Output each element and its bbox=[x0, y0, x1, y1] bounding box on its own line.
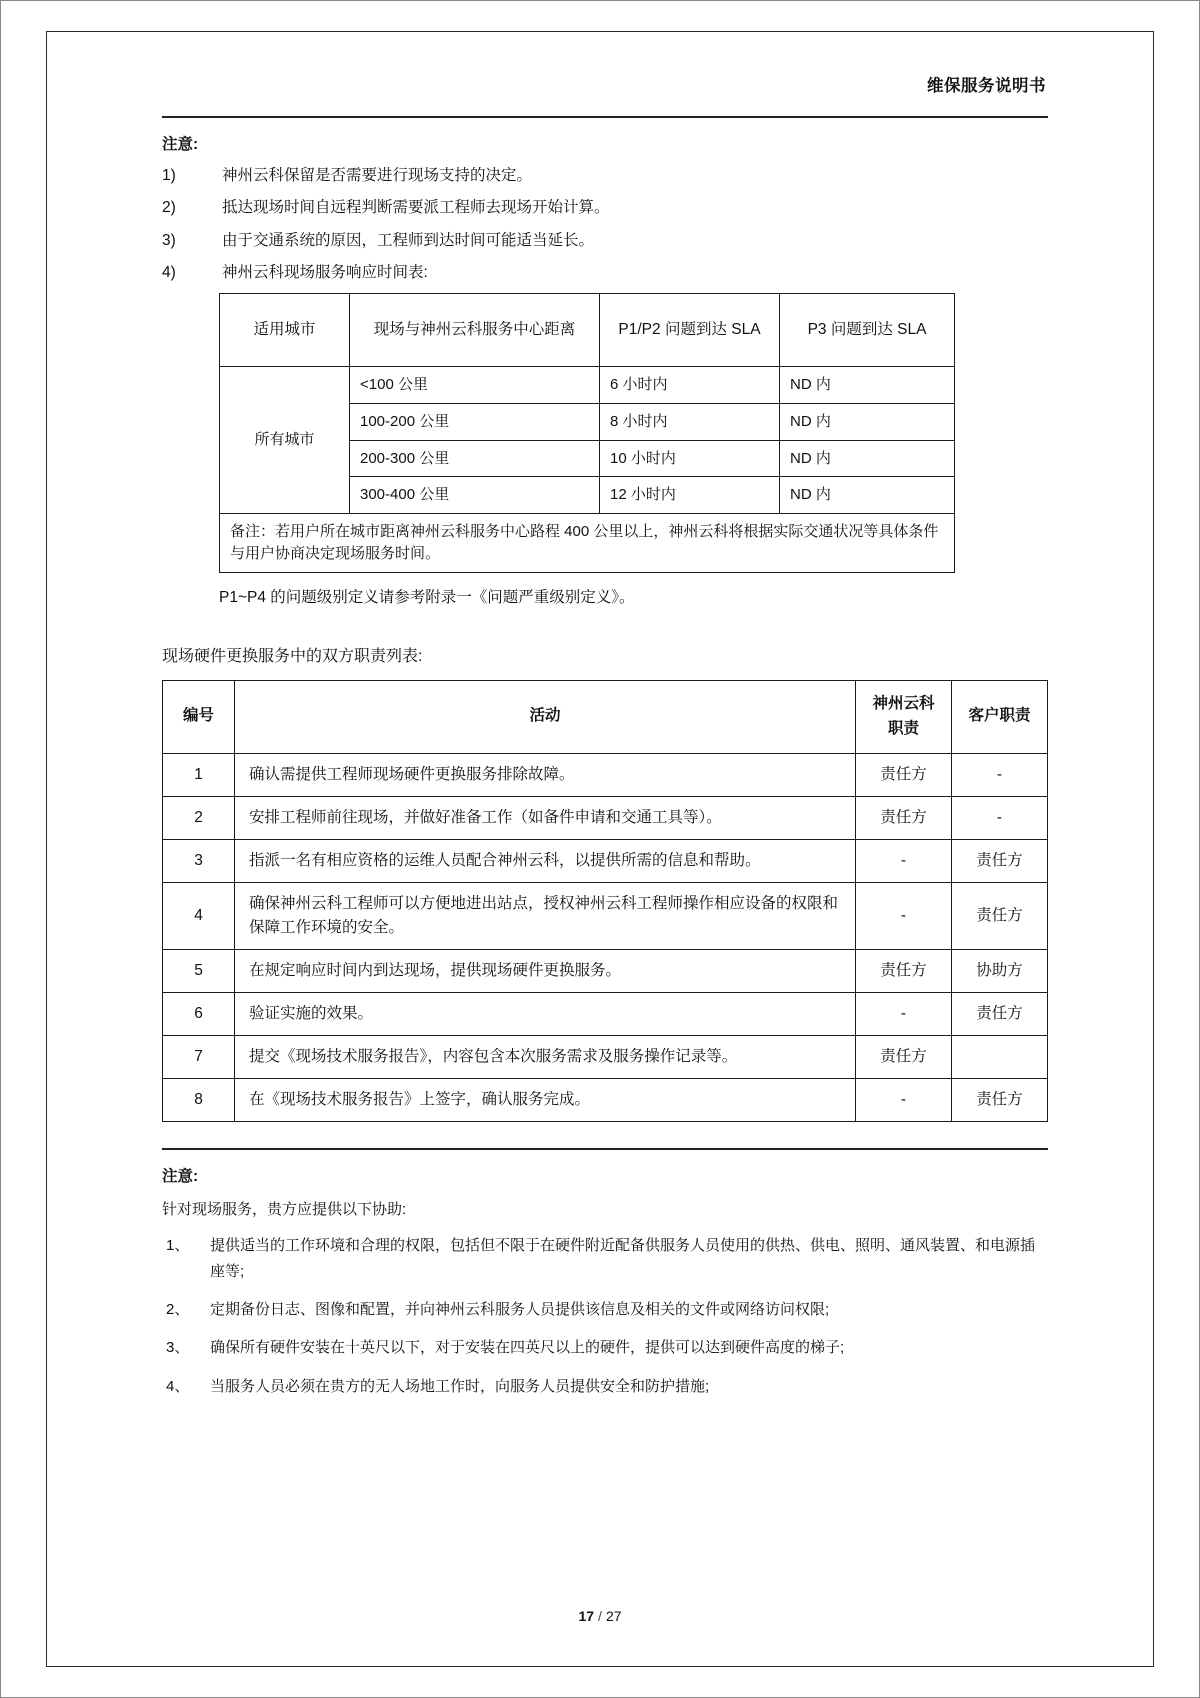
sla-cell-distance: 100-200 公里 bbox=[350, 403, 600, 440]
sla-cell-distance: 300-400 公里 bbox=[350, 477, 600, 514]
table-row bbox=[163, 796, 1048, 839]
resp-cell-activity: 确认需提供工程师现场硬件更换服务排除故障。 bbox=[235, 753, 856, 796]
section-title: 现场硬件更换服务中的双方职责列表: bbox=[162, 647, 423, 665]
resp-cell-activity: 在《现场技术服务报告》上签字，确认服务完成。 bbox=[235, 1078, 856, 1121]
resp-cell-no: 5 bbox=[163, 949, 235, 992]
list-item-text: 定期备份日志、图像和配置，并向神州云科服务人员提供该信息及相关的文件或网络访问权限; bbox=[210, 1301, 830, 1319]
table-row bbox=[163, 949, 1048, 992]
table-row-remark bbox=[220, 514, 955, 573]
sla-cell-distance: <100 公里 bbox=[350, 367, 600, 404]
resp-cell-vendor: - bbox=[856, 1078, 952, 1121]
resp-cell-activity: 在规定响应时间内到达现场，提供现场硬件更换服务。 bbox=[235, 949, 856, 992]
list-item-index: 3) bbox=[162, 231, 176, 249]
document-header-title: 维保服务说明书 bbox=[927, 77, 1046, 95]
table-header-row bbox=[220, 294, 955, 367]
page-separator: / bbox=[598, 1608, 602, 1624]
sla-cell-p3: ND 内 bbox=[780, 440, 955, 477]
resp-cell-customer: - bbox=[952, 753, 1048, 796]
resp-cell-customer bbox=[952, 1035, 1048, 1078]
list-item-index: 4) bbox=[162, 263, 176, 281]
table-row bbox=[220, 367, 955, 404]
resp-header-vendor: 神州云科职责 bbox=[856, 680, 952, 753]
resp-cell-customer: 责任方 bbox=[952, 1078, 1048, 1121]
resp-cell-no: 1 bbox=[163, 753, 235, 796]
table-header-row bbox=[163, 680, 1048, 753]
notice-list-2 bbox=[162, 1233, 1048, 1400]
resp-cell-no: 6 bbox=[163, 992, 235, 1035]
resp-cell-activity: 安排工程师前往现场，并做好准备工作（如备件申请和交通工具等）。 bbox=[235, 796, 856, 839]
responsibility-table bbox=[162, 680, 1048, 1122]
list-item-text: 提供适当的工作环境和合理的权限，包括但不限于在硬件附近配备供服务人员使用的供热、供电、照明、通风装置、和电源插座等; bbox=[210, 1236, 1036, 1280]
sla-header-city: 适用城市 bbox=[220, 294, 350, 367]
resp-cell-vendor: - bbox=[856, 839, 952, 882]
resp-cell-vendor: - bbox=[856, 992, 952, 1035]
resp-cell-activity: 提交《现场技术服务报告》，内容包含本次服务需求及服务操作记录等。 bbox=[235, 1035, 856, 1078]
list-item-text: 由于交通系统的原因，工程师到达时间可能适当延长。 bbox=[222, 231, 595, 249]
sla-cell-p3: ND 内 bbox=[780, 403, 955, 440]
resp-cell-no: 7 bbox=[163, 1035, 235, 1078]
resp-cell-activity: 指派一名有相应资格的运维人员配合神州云科，以提供所需的信息和帮助。 bbox=[235, 839, 856, 882]
notice-label-1: 注意: bbox=[162, 136, 199, 153]
total-page-number: 27 bbox=[605, 1608, 622, 1624]
list-item-index: 2) bbox=[162, 199, 176, 217]
resp-cell-customer: 责任方 bbox=[952, 839, 1048, 882]
resp-cell-vendor: 责任方 bbox=[856, 1035, 952, 1078]
page-border bbox=[46, 31, 1154, 1667]
resp-header-customer: 客户职责 bbox=[952, 680, 1048, 753]
sla-header-p3: P3 问题到达 SLA bbox=[780, 294, 955, 367]
sla-table bbox=[219, 293, 955, 573]
list-item-index: 2、 bbox=[166, 1301, 190, 1319]
resp-cell-activity: 验证实施的效果。 bbox=[235, 992, 856, 1035]
header-divider bbox=[162, 116, 1048, 118]
list-item bbox=[162, 1297, 1048, 1323]
sla-cell-p12: 8 小时内 bbox=[600, 403, 780, 440]
table-row bbox=[163, 1078, 1048, 1121]
sla-cell-p12: 12 小时内 bbox=[600, 477, 780, 514]
current-page-number: 17 bbox=[578, 1608, 595, 1624]
list-item-text: 神州云科保留是否需要进行现场支持的决定。 bbox=[222, 167, 533, 184]
notice-divider bbox=[162, 1148, 1048, 1150]
table-row bbox=[163, 839, 1048, 882]
notice-section-2 bbox=[162, 1148, 1048, 1400]
resp-cell-vendor: 责任方 bbox=[856, 753, 952, 796]
resp-cell-vendor: 责任方 bbox=[856, 796, 952, 839]
list-item bbox=[162, 196, 1048, 219]
resp-cell-no: 4 bbox=[163, 882, 235, 949]
notice-intro: 针对现场服务，贵方应提供以下协助: bbox=[162, 1200, 407, 1218]
resp-cell-activity: 确保神州云科工程师可以方便地进出站点，授权神州云科工程师操作相应设备的权限和保障工作环境的安全。 bbox=[235, 882, 856, 949]
list-item-index: 1、 bbox=[166, 1236, 190, 1254]
list-item-text: 确保所有硬件安装在十英尺以下，对于安装在四英尺以上的硬件，提供可以达到硬件高度的梯子; bbox=[210, 1339, 845, 1357]
resp-cell-vendor: - bbox=[856, 882, 952, 949]
list-item-text: 神州云科现场服务响应时间表: bbox=[222, 263, 428, 281]
list-item-text: 抵达现场时间自远程判断需要派工程师去现场开始计算。 bbox=[222, 199, 610, 217]
resp-header-activity: 活动 bbox=[235, 680, 856, 753]
list-item-index: 1) bbox=[162, 167, 176, 184]
sla-cell-p12: 10 小时内 bbox=[600, 440, 780, 477]
list-item bbox=[162, 229, 1048, 252]
sla-cell-distance: 200-300 公里 bbox=[350, 440, 600, 477]
table-row bbox=[163, 882, 1048, 949]
resp-cell-no: 8 bbox=[163, 1078, 235, 1121]
list-item bbox=[162, 261, 1048, 284]
resp-cell-customer: - bbox=[952, 796, 1048, 839]
resp-cell-customer: 责任方 bbox=[952, 992, 1048, 1035]
sla-cell-city: 所有城市 bbox=[220, 367, 350, 514]
list-item-text: 当服务人员必须在贵方的无人场地工作时，向服务人员提供安全和防护措施; bbox=[210, 1377, 710, 1395]
list-item bbox=[162, 1374, 1048, 1400]
resp-cell-vendor: 责任方 bbox=[856, 949, 952, 992]
page-content bbox=[162, 72, 1048, 1636]
list-item bbox=[162, 1335, 1048, 1361]
sla-cell-p3: ND 内 bbox=[780, 477, 955, 514]
sla-table-wrapper bbox=[219, 293, 1048, 573]
table-row bbox=[163, 992, 1048, 1035]
notice-list-1 bbox=[162, 164, 1048, 284]
page-footer bbox=[47, 1608, 1153, 1624]
sla-header-distance: 现场与神州云科服务中心距离 bbox=[350, 294, 600, 367]
list-item-index: 4、 bbox=[166, 1377, 190, 1395]
list-item bbox=[162, 1233, 1048, 1286]
list-item-index: 3、 bbox=[166, 1339, 190, 1357]
problem-level-definition: P1~P4 的问题级别定义请参考附录一《问题严重级别定义》。 bbox=[219, 588, 635, 606]
resp-cell-customer: 协助方 bbox=[952, 949, 1048, 992]
notice-label-2: 注意: bbox=[162, 1167, 199, 1185]
sla-remark: 备注：若用户所在城市距离神州云科服务中心路程 400 公里以上，神州云科将根据实际交通状况等具体条件与用户协商决定现场服务时间。 bbox=[220, 514, 955, 573]
list-item bbox=[162, 164, 1048, 187]
resp-cell-no: 2 bbox=[163, 796, 235, 839]
resp-cell-customer: 责任方 bbox=[952, 882, 1048, 949]
table-row bbox=[163, 1035, 1048, 1078]
sla-cell-p3: ND 内 bbox=[780, 367, 955, 404]
resp-header-no: 编号 bbox=[163, 680, 235, 753]
table-row bbox=[163, 753, 1048, 796]
sla-cell-p12: 6 小时内 bbox=[600, 367, 780, 404]
sla-header-p12: P1/P2 问题到达 SLA bbox=[600, 294, 780, 367]
resp-cell-no: 3 bbox=[163, 839, 235, 882]
